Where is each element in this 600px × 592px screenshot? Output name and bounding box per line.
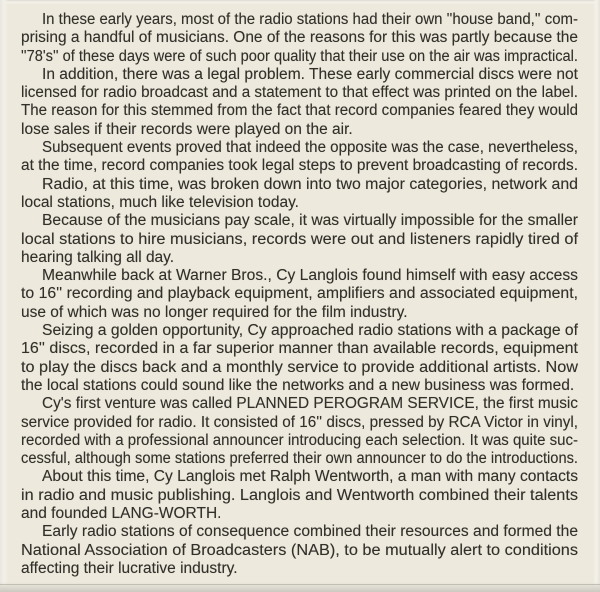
text-line-content: prising a handful of musicians. One of the reasons for this was partly because the bbox=[21, 29, 578, 47]
scan-edge-bottom bbox=[0, 582, 600, 592]
paragraph bbox=[21, 139, 578, 176]
scan-edge-right bbox=[593, 0, 600, 592]
paragraph bbox=[21, 11, 578, 66]
text-line-content: Because of the musicians pay scale, it was virtually impossible for the smaller bbox=[42, 212, 578, 230]
text-line bbox=[21, 322, 578, 340]
text-line bbox=[21, 523, 578, 541]
text-line-content: service provided for radio. It consisted of 16'' discs, pressed by RCA Victor in vinyl, bbox=[21, 413, 578, 431]
text-line-content: recorded with a professional announcer introducing each selection. It was quite suc- bbox=[21, 431, 578, 449]
text-line bbox=[21, 194, 578, 212]
text-line-content: use of which was no longer required for the film industry. bbox=[21, 303, 408, 321]
text-line-content: The reason for this stemmed from the fact that record companies feared they would bbox=[21, 102, 578, 120]
text-line-content: and founded LANG-WORTH. bbox=[21, 505, 222, 523]
text-line bbox=[21, 176, 578, 194]
text-line bbox=[21, 395, 578, 413]
text-line-content: local stations to hire musicians, records were out and listeners rapidly tired of bbox=[21, 230, 578, 248]
text-line bbox=[21, 249, 578, 267]
text-line-content: hearing talking all day. bbox=[21, 248, 175, 266]
text-line bbox=[21, 560, 578, 578]
text-line-content: affecting their lucrative industry. bbox=[21, 559, 238, 577]
text-line bbox=[21, 468, 578, 486]
text-line bbox=[21, 102, 578, 120]
scan-edge-top bbox=[0, 0, 600, 4]
scan-edge-left bbox=[0, 0, 8, 592]
text-line bbox=[21, 414, 578, 432]
paragraph bbox=[21, 212, 578, 267]
text-line-content: Meanwhile back at Warner Bros., Cy Langlois found himself with easy access bbox=[42, 267, 578, 285]
text-block bbox=[21, 11, 578, 578]
text-line bbox=[21, 450, 578, 468]
text-line-content: Radio, at this time, was broken down into two major categories, network and bbox=[42, 175, 578, 193]
text-line bbox=[21, 487, 578, 505]
paragraph bbox=[21, 395, 578, 468]
text-line bbox=[21, 285, 578, 303]
text-line bbox=[21, 505, 578, 523]
paragraph bbox=[21, 468, 578, 523]
text-line-content: to 16'' recording and playback equipment, amplifiers and associated equipment, bbox=[21, 285, 578, 303]
text-line-content: at the time, record companies took legal steps to prevent broadcasting of records. bbox=[21, 157, 578, 175]
text-line bbox=[21, 231, 578, 249]
scan-edge-bottom-line bbox=[0, 584, 600, 585]
text-line bbox=[21, 212, 578, 230]
text-line bbox=[21, 84, 578, 102]
paragraph bbox=[21, 267, 578, 322]
text-line bbox=[21, 66, 578, 84]
text-line bbox=[21, 29, 578, 47]
text-line bbox=[21, 304, 578, 322]
text-line bbox=[21, 359, 578, 377]
text-line bbox=[21, 377, 578, 395]
paragraph bbox=[21, 176, 578, 213]
text-line-content: National Association of Broadcasters (NAB), to be mutually alert to conditions bbox=[21, 541, 578, 559]
text-line-content: to play the discs back and a monthly service to provide additional artists. Now bbox=[21, 358, 578, 376]
text-line-content: licensed for radio broadcast and a statement to that effect was printed on the label. bbox=[21, 84, 578, 102]
text-line-content: About this time, Cy Langlois met Ralph Wentworth, a man with many contacts bbox=[42, 468, 578, 486]
text-line-content: Early radio stations of consequence combined their resources and formed the bbox=[42, 523, 578, 541]
text-line bbox=[21, 121, 578, 139]
text-line-content: In addition, there was a legal problem. These early commercial discs were not bbox=[42, 65, 578, 83]
text-line-content: cessful, although some stations preferred their own announcer to do the introductions. bbox=[21, 450, 578, 468]
text-line bbox=[21, 432, 578, 450]
text-line-content: the local stations could sound like the networks and a new business was formed. bbox=[21, 376, 575, 394]
text-line bbox=[21, 11, 578, 29]
text-line bbox=[21, 340, 578, 358]
text-line-content: Cy's first venture was called PLANNED PEROGRAM SERVICE, the first music bbox=[42, 395, 578, 413]
paragraph bbox=[21, 523, 578, 578]
text-line bbox=[21, 542, 578, 560]
text-line-content: lose sales if their records were played on the air. bbox=[21, 120, 353, 138]
paragraph bbox=[21, 66, 578, 139]
text-line-content: Seizing a golden opportunity, Cy approached radio stations with a package of bbox=[42, 322, 578, 340]
text-line-content: ''78's'' of these days were of such poor quality that their use on the air was impractical. bbox=[21, 47, 578, 65]
text-line-content: local stations, much like television today. bbox=[21, 193, 299, 211]
text-line-content: in radio and music publishing. Langlois and Wentworth combined their talents bbox=[21, 486, 578, 504]
text-line-content: In these early years, most of the radio stations had their own ''house band,'' com- bbox=[42, 11, 578, 28]
text-line bbox=[21, 48, 578, 66]
text-line bbox=[21, 139, 578, 157]
text-line bbox=[21, 157, 578, 175]
text-line bbox=[21, 267, 578, 285]
paragraph bbox=[21, 322, 578, 395]
text-line-content: Subsequent events proved that indeed the opposite was the case, nevertheless, bbox=[42, 139, 578, 157]
text-line-content: 16'' discs, recorded in a far superior manner than available records, equipment bbox=[21, 340, 578, 358]
